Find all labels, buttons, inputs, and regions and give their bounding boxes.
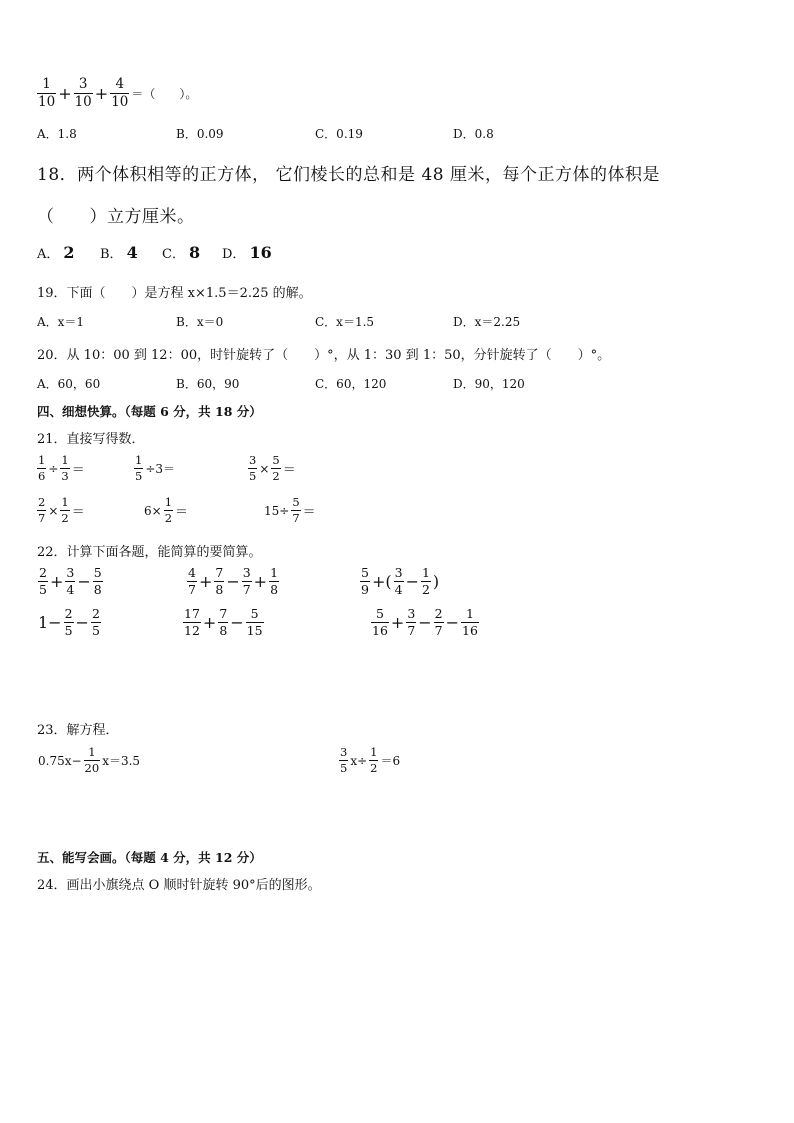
fraction: $\frac{4}{10}$: [111, 76, 129, 110]
q22-expr-6: $\frac{5}{16}$ + $\frac{3}{7}$ − $\frac{2}{7}$ − $\frac{1}{16}$: [372, 606, 478, 638]
q17-option-b[interactable]: B．0.09: [176, 127, 224, 141]
q22-expr-1: $\frac{2}{5}$ + $\frac{3}{4}$ − $\frac{5}{8}$: [39, 565, 102, 597]
q22-expr-2: $\frac{4}{7}$ + $\frac{7}{8}$ − $\frac{3}{7}$ + $\frac{1}{8}$: [188, 565, 279, 597]
q21-item-3: $\frac{3}{5}$ × $\frac{5}{2}$ ＝: [249, 453, 296, 483]
q24-question: 24．画出小旗绕点 O 顺时针旋转 90°后的图形。: [37, 878, 321, 893]
q17-option-d[interactable]: D．0.8: [453, 127, 494, 141]
q19-option-a[interactable]: A．x＝1: [37, 315, 85, 329]
fraction: $\frac{3}{10}$: [74, 76, 92, 110]
q21-title: 21．直接写得数．: [37, 432, 145, 447]
q18-question-line2: （ ）立方厘米。: [37, 207, 195, 227]
q22-expr-4: 1− $\frac{2}{5}$ − $\frac{2}{5}$: [38, 606, 100, 638]
q20-option-a[interactable]: A．60，60: [37, 377, 101, 391]
q21-item-4: $\frac{2}{7}$ × $\frac{1}{2}$ ＝: [38, 495, 85, 525]
q17-option-c[interactable]: C．0.19: [315, 127, 363, 141]
fraction: $\frac{1}{10}$: [38, 76, 56, 110]
q19-option-b[interactable]: B．x＝0: [176, 315, 224, 329]
q18-question-line1: 18．两个体积相等的正方体， 它们棱长的总和是 48 厘米，每个正方体的体积是: [37, 165, 660, 185]
q18-option-c[interactable]: C． 8: [162, 243, 201, 262]
q17-expression: $\frac{1}{10}$ + $\frac{3}{10}$ + $\frac{4}{10}$ ＝（ ）。: [38, 76, 198, 110]
q21-item-1: $\frac{1}{6}$ ÷ $\frac{1}{3}$ ＝: [38, 453, 85, 483]
q17-option-a[interactable]: A．1.8: [37, 127, 77, 141]
q19-option-d[interactable]: D．x＝2.25: [453, 315, 521, 329]
q20-question: 20．从 10：00 到 12：00，时针旋转了（ ）°，从 1：30 到 1：50，分针旋转了（ ）°。: [37, 348, 611, 363]
q21-item-5: 6× $\frac{1}{2}$ ＝: [144, 495, 189, 525]
q23-equation-1: 0.75x− $\frac{1}{20}$ x＝3.5: [38, 745, 141, 775]
q23-title: 23．解方程．: [37, 723, 119, 738]
q18-option-d[interactable]: D． 16: [222, 243, 272, 262]
q21-item-2: $\frac{1}{5}$ ÷3＝: [135, 453, 176, 483]
section-5-heading: 五、能写会画。（每题 4 分，共 12 分）: [37, 850, 262, 865]
q19-question: 19．下面（ ）是方程 x×1.5＝2.25 的解。: [37, 286, 312, 301]
section-4-heading: 四、细想快算。（每题 6 分，共 18 分）: [37, 404, 262, 419]
q22-expr-3: $\frac{5}{9}$ +( $\frac{3}{4}$ − $\frac{1}{2}$ ): [361, 565, 440, 597]
q20-option-c[interactable]: C．60，120: [315, 377, 387, 391]
q22-title: 22．计算下面各题，能简算的要简算。: [37, 545, 262, 560]
q22-expr-5: $\frac{17}{12}$ + $\frac{7}{8}$ − $\frac{5}{15}$: [184, 606, 263, 638]
q23-equation-2: $\frac{3}{5}$ x÷ $\frac{1}{2}$ ＝6: [340, 745, 401, 775]
q20-option-b[interactable]: B．60，90: [176, 377, 240, 391]
q19-option-c[interactable]: C．x＝1.5: [315, 315, 375, 329]
q20-option-d[interactable]: D．90，120: [453, 377, 525, 391]
q21-item-6: 15÷ $\frac{5}{7}$ ＝: [264, 495, 316, 525]
q18-option-a[interactable]: A． 2: [37, 243, 75, 262]
q18-option-b[interactable]: B． 4: [100, 243, 138, 262]
